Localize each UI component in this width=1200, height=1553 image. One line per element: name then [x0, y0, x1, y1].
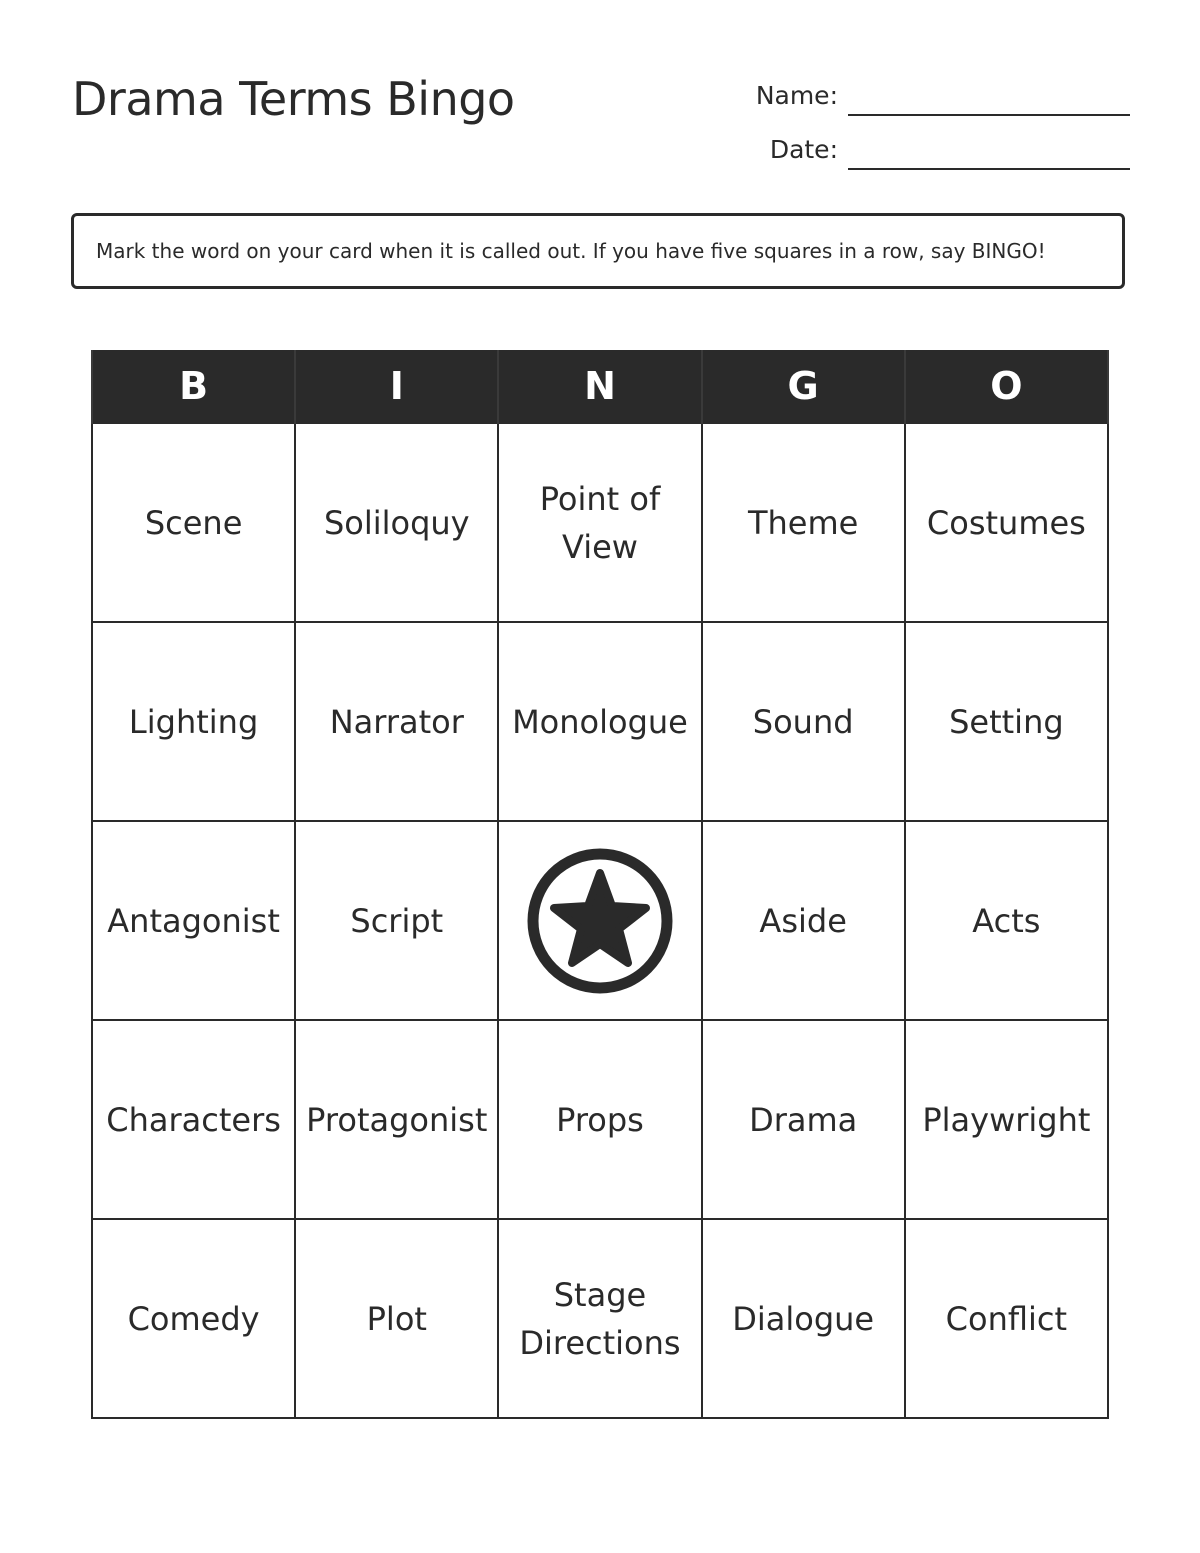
date-field: [710, 130, 1130, 170]
bingo-cell: Drama: [702, 1020, 905, 1219]
bingo-cell: Props: [498, 1020, 701, 1219]
bingo-cell: Soliloquy: [295, 423, 498, 622]
bingo-cell: Narrator: [295, 622, 498, 821]
bingo-cell: Protagonist: [295, 1020, 498, 1219]
bingo-row: [92, 622, 1108, 821]
bingo-cell: Monologue: [498, 622, 701, 821]
bingo-header-row: [92, 350, 1108, 423]
column-header-g: G: [702, 350, 905, 423]
bingo-cell: Costumes: [905, 423, 1108, 622]
bingo-row: [92, 1020, 1108, 1219]
star-in-circle-icon: [525, 846, 675, 996]
bingo-cell: Aside: [702, 821, 905, 1020]
date-label: Date:: [769, 135, 838, 164]
page-title: Drama Terms Bingo: [72, 72, 515, 126]
bingo-cell: Lighting: [92, 622, 295, 821]
bingo-cell: Sound: [702, 622, 905, 821]
bingo-cell: Script: [295, 821, 498, 1020]
bingo-card: [91, 350, 1109, 1419]
bingo-cell: Stage Directions: [498, 1219, 701, 1418]
name-field: [710, 76, 1130, 116]
column-header-o: O: [905, 350, 1108, 423]
bingo-row: [92, 1219, 1108, 1418]
bingo-cell: Comedy: [92, 1219, 295, 1418]
bingo-cell: Theme: [702, 423, 905, 622]
free-space-cell: [498, 821, 701, 1020]
bingo-cell: Acts: [905, 821, 1108, 1020]
bingo-cell: Playwright: [905, 1020, 1108, 1219]
bingo-cell: Dialogue: [702, 1219, 905, 1418]
bingo-row: [92, 821, 1108, 1020]
instructions-text: Mark the word on your card when it is called out. If you have five squares in a row, say BINGO!: [96, 239, 1046, 263]
column-header-b: B: [92, 350, 295, 423]
bingo-cell: Characters: [92, 1020, 295, 1219]
name-line: [848, 114, 1130, 116]
bingo-cell: Conflict: [905, 1219, 1108, 1418]
column-header-i: I: [295, 350, 498, 423]
bingo-cell: Scene: [92, 423, 295, 622]
name-label: Name:: [755, 81, 838, 110]
bingo-cell: Setting: [905, 622, 1108, 821]
bingo-row: [92, 423, 1108, 622]
bingo-cell: Point of View: [498, 423, 701, 622]
column-header-n: N: [498, 350, 701, 423]
date-line: [848, 168, 1130, 170]
bingo-cell: Plot: [295, 1219, 498, 1418]
bingo-cell: Antagonist: [92, 821, 295, 1020]
instructions-box: [71, 213, 1125, 289]
